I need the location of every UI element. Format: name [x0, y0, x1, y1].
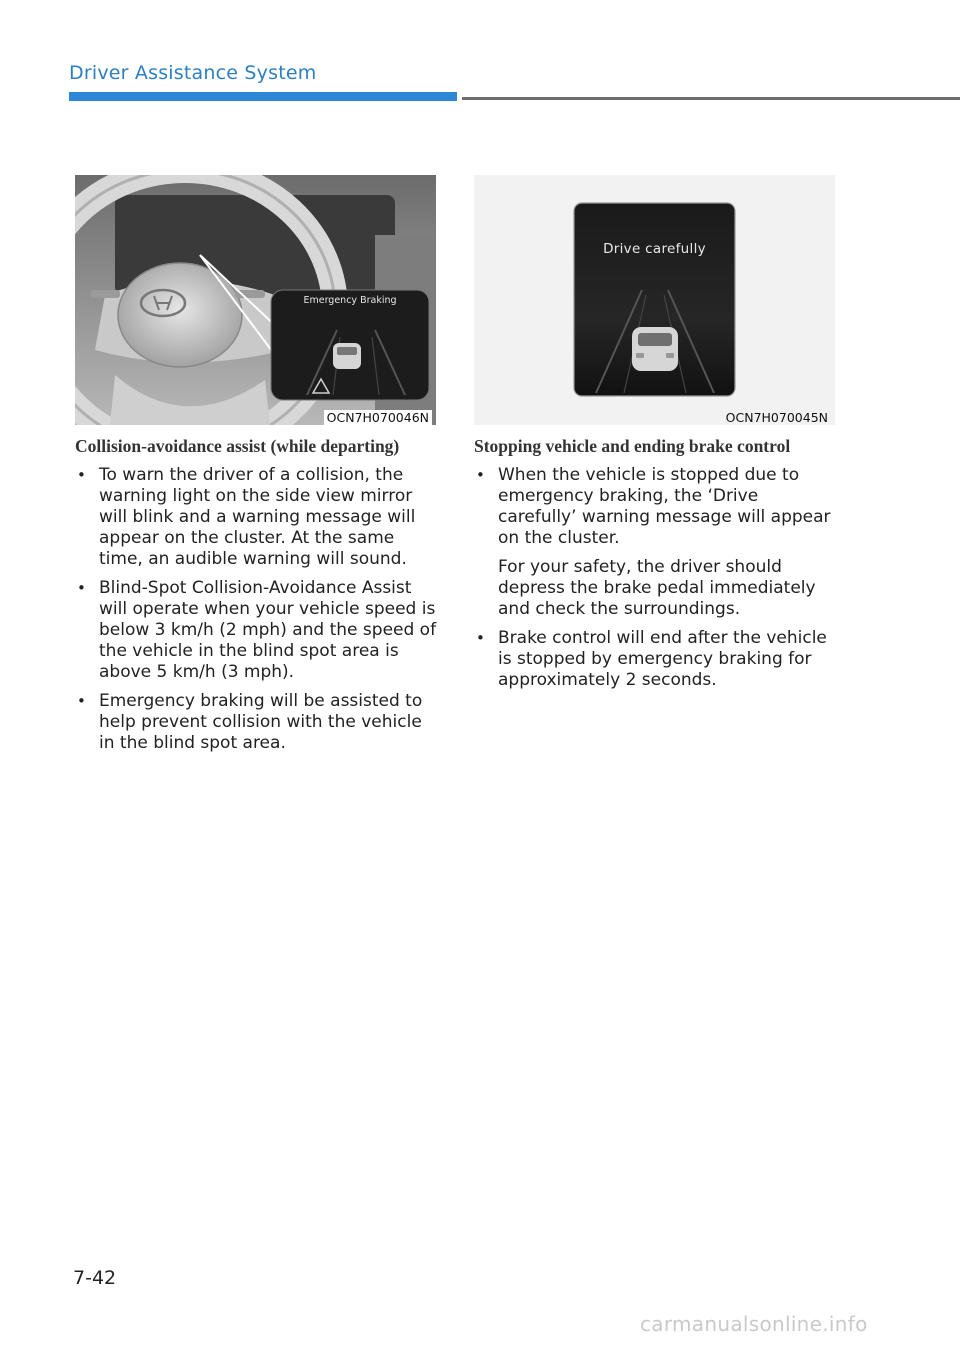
header-rule-blue [69, 92, 457, 101]
figure-code-left: OCN7H070046N [324, 410, 432, 425]
figure-code-right: OCN7H070045N [725, 410, 828, 425]
list-item [474, 465, 839, 620]
section-heading: Stopping vehicle and ending brake control [474, 436, 791, 456]
section-collision-avoidance-departing [75, 436, 440, 762]
list-item: • Blind-Spot Collision-Avoidance Assist will operate when your vehicle speed is below 3 km/h (2 mph) and the speed of the vehicle in the blind spot area is above 5 km/h (3 mph). [75, 578, 440, 683]
cluster-display-illustration [474, 175, 835, 425]
figure-drive-carefully-cluster [474, 175, 835, 425]
list-item-text: Brake control will end after the vehicle is stopped by emergency braking for approximately 2 seconds. [498, 628, 827, 690]
bullet-list [75, 465, 440, 754]
figure-steering-wheel-cluster [75, 175, 436, 425]
watermark: carmanualsonline.info [640, 1312, 868, 1336]
page-header-title: Driver Assistance System [69, 62, 317, 84]
bullet-list [474, 465, 839, 691]
list-item [474, 628, 839, 691]
list-item: • To warn the driver of a collision, the warning light on the side view mirror will blink and a warning message will appear on the cluster. At the same time, an audible warning will sound. [75, 465, 440, 570]
list-item: • Emergency braking will be assisted to help prevent collision with the vehicle in the blind spot area. [75, 691, 440, 754]
page-number: 7-42 [73, 1267, 117, 1289]
list-item-text: When the vehicle is stopped due to emergency braking, the ‘Drive carefully’ warning message will appear on the cluster. [498, 465, 831, 548]
cluster-message-emergency-braking: Emergency Braking [303, 295, 397, 306]
list-item-paragraph: For your safety, the driver should depress the brake pedal immediately and check the surroundings. [498, 557, 816, 619]
section-heading: Collision-avoidance assist (while departing) [75, 436, 400, 456]
section-stopping-vehicle [474, 436, 839, 699]
header-rule-gray [462, 97, 960, 100]
cluster-message-drive-carefully: Drive carefully [603, 241, 706, 257]
